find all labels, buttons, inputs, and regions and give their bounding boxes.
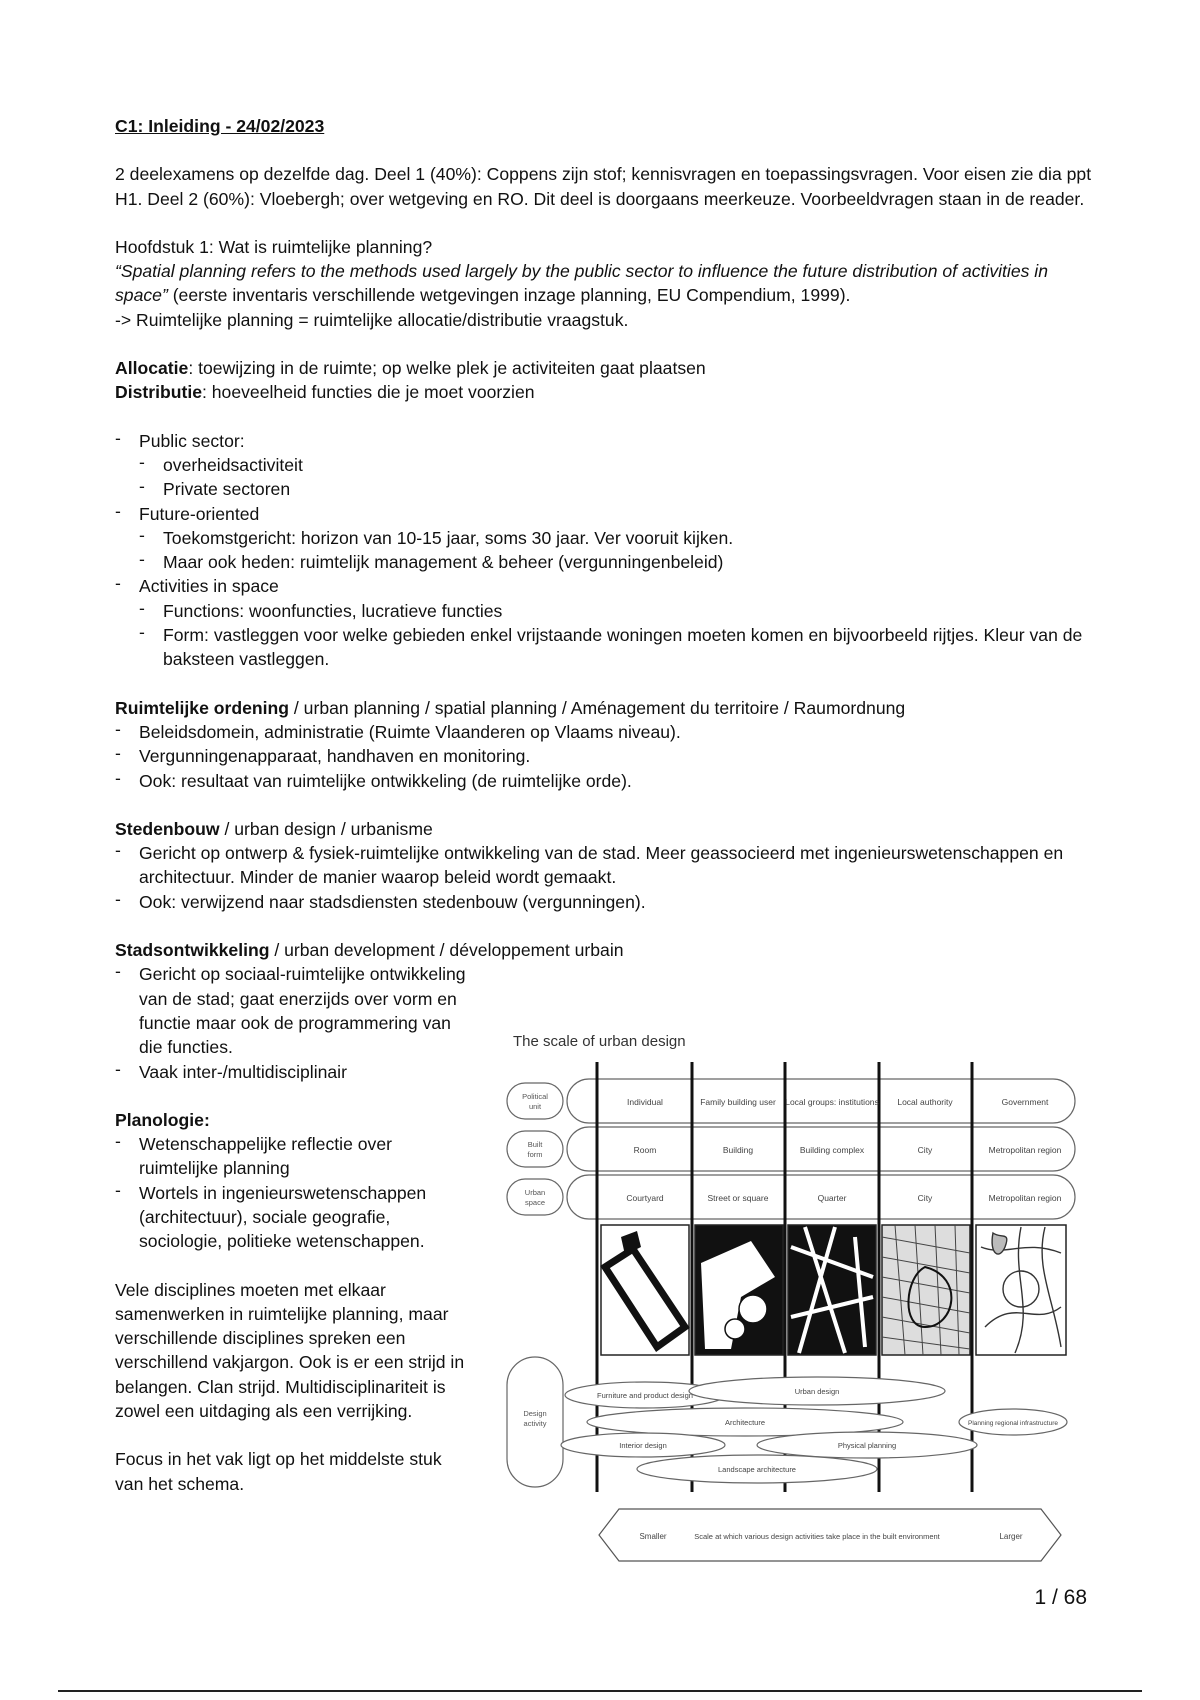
activity-label: Furniture and product design (597, 1391, 693, 1400)
distributie-term: Distributie (115, 382, 202, 403)
sb-list (115, 841, 1105, 914)
allocatie-term: Allocatie (115, 358, 189, 379)
intro-paragraph: 2 deelexamens op dezelfde dag. Deel 1 (40%): Coppens zijn stof; kennisvragen en toepassingsvragen. Voor eisen zie dia ppt H1. Deel 2 (60%): Vloebergh; over wetgeving en RO. Dit deel is doorgaans meerkeuze. Voorbeeldvragen staan in de reader. (115, 164, 1092, 209)
cell-urban: City (917, 1193, 933, 1203)
cell-political: Local groups: institutions (785, 1097, 879, 1107)
row-label: Urban (524, 1188, 546, 1197)
cell-urban: Metropolitan region (988, 1193, 1062, 1203)
list-item: - Wetenschappelijke reflectie over ruimtelijke planning (115, 1132, 467, 1181)
list-item: - Vaak inter-/multidisciplinair (115, 1060, 467, 1084)
scale-smaller-label: Smaller (639, 1532, 667, 1541)
figure-title: The scale of urban design (513, 1033, 686, 1050)
list-item: - Gericht op ontwerp & fysiek-ruimtelijke ontwikkeling van de stad. Meer geassocieerd met ingenieurswetenschappen en architectuur. Minder de manier waarop beleid wordt gemaakt. (115, 841, 1105, 890)
focus-paragraph: Focus in het vak ligt op het middelste stuk van het schema. (115, 1449, 442, 1494)
scale-illustrations (601, 1225, 1066, 1355)
row-label: form (527, 1150, 543, 1159)
row-label-box (507, 1131, 563, 1167)
list-item: - Beleidsdomein, administratie (Ruimte Vlaanderen op Vlaams niveau). (115, 720, 1105, 744)
activity-label: Physical planning (837, 1441, 897, 1450)
definition-arrow: -> Ruimtelijke planning = ruimtelijke allocatie/distributie vraagstuk. (115, 309, 629, 330)
cell-built: Building complex (799, 1145, 865, 1155)
so-heading: Stadsontwikkeling / urban development / développement urbain (115, 940, 624, 961)
cell-built: City (917, 1145, 933, 1155)
cell-built: Room (633, 1145, 657, 1155)
list-item: - Public sector: - overheidsactiviteit - Private sectoren (115, 429, 1105, 502)
planologie-list (115, 1132, 467, 1253)
cell-built: Metropolitan region (988, 1145, 1062, 1155)
ro-list (115, 720, 1105, 793)
cell-urban: Courtyard (626, 1193, 664, 1203)
ro-heading: Ruimtelijke ordening / urban planning / spatial planning / Aménagement du territoire / Raumordnung (115, 697, 906, 718)
activity-label: Architecture (724, 1418, 766, 1427)
definition-paragraph (115, 259, 1105, 308)
cell-urban: Street or square (707, 1193, 769, 1203)
left-column (115, 962, 467, 1496)
scale-description: Scale at which various design activities take place in the built environment (694, 1532, 940, 1541)
chapter-heading: Hoofdstuk 1: Wat is ruimtelijke planning? (115, 236, 433, 257)
list-item: - Activities in space - Functions: woonfuncties, lucratieve functies - Form: vastleggen voor welke gebieden enkel vrijstaande woningen moeten komen en bijvoorbeeld rijtjes. Kleur van de baksteen vastleggen. (115, 574, 1105, 671)
list-item: - overheidsactiviteit (139, 453, 1105, 477)
figure-svg (505, 1027, 1085, 1577)
allocatie-line: Allocatie: toewijzing in de ruimte; op welke plek je activiteiten gaat plaatsen (115, 358, 706, 379)
list-item: - Vergunningenapparaat, handhaven en monitoring. (115, 744, 1105, 768)
activity-label: Planning regional infrastructure (968, 1420, 1058, 1427)
quote-source: (eerste inventaris verschillende wetgevingen inzage planning, EU Compendium, 1999). (167, 285, 851, 306)
cell-political: Individual (627, 1097, 663, 1107)
cell-political: Government (1001, 1097, 1049, 1107)
disciplines-paragraph: Vele disciplines moeten met elkaar samenwerken in ruimtelijke planning, maar verschillende disciplines spreken een verschillend vakjargon. Ook is er een strijd in belangen. Clan strijd. Multidisciplinariteit is zowel een uitdaging als een verrijking. (115, 1279, 465, 1422)
list-item: - Private sectoren (139, 477, 1105, 501)
sb-heading: Stedenbouw / urban design / urbanisme (115, 818, 433, 839)
list-item: - Functions: woonfuncties, lucratieve functies (139, 599, 1105, 623)
planning-aspects-list (115, 429, 1105, 672)
footer-divider (58, 1690, 1142, 1692)
row-label: Built (527, 1140, 543, 1149)
list-item: - Wortels in ingenieurswetenschappen (architectuur), sociale geografie, sociologie, politieke wetenschappen. (115, 1181, 467, 1254)
list-item: - Ook: verwijzend naar stadsdiensten stedenbouw (vergunningen). (115, 890, 1105, 914)
design-activity-label: Design (523, 1409, 547, 1418)
activity-label: Urban design (794, 1387, 840, 1396)
urban-design-scale-figure (505, 1027, 1085, 1577)
page-number: 1 / 68 (1034, 1586, 1087, 1609)
activity-label: Interior design (619, 1441, 667, 1450)
list-item: - Ook: resultaat van ruimtelijke ontwikkeling (de ruimtelijke orde). (115, 769, 1105, 793)
cell-political: Local authority (897, 1097, 953, 1107)
row-label: unit (528, 1102, 542, 1111)
cell-political: Family building user (700, 1097, 776, 1107)
cell-urban: Quarter (817, 1193, 847, 1203)
list-item: - Future-oriented - Toekomstgericht: horizon van 10-15 jaar, soms 30 jaar. Ver vooruit kijken. - Maar ook heden: ruimtelijk management & beheer (vergunningenbeleid) (115, 502, 1105, 575)
row-label: space (524, 1198, 546, 1207)
row-label-box (507, 1179, 563, 1215)
design-activity-label: activity (523, 1419, 547, 1428)
list-item: - Maar ook heden: ruimtelijk management & beheer (vergunningenbeleid) (139, 550, 1105, 574)
row-label: Political (522, 1092, 548, 1101)
activity-label: Landscape architecture (718, 1465, 796, 1474)
chapter-title: C1: Inleiding - 24/02/2023 (115, 116, 325, 136)
list-item: - Toekomstgericht: horizon van 10-15 jaar, soms 30 jaar. Ver vooruit kijken. (139, 526, 1105, 550)
planologie-heading: Planologie: (115, 1109, 210, 1130)
row-label-box (507, 1083, 563, 1119)
list-item: - Gericht op sociaal-ruimtelijke ontwikkeling van de stad; gaat enerzijds over vorm en functie maar ook de programmering van die functies. (115, 962, 467, 1059)
so-list (115, 962, 467, 1083)
distributie-line: Distributie: hoeveelheid functies die je moet voorzien (115, 382, 535, 403)
cell-built: Building (722, 1145, 754, 1155)
definition-quote: “Spatial planning refers to the methods used largely by the public sector to influence the future distribution of activities in space” (115, 261, 1048, 306)
list-item: - Form: vastleggen voor welke gebieden enkel vrijstaande woningen moeten komen en bijvoorbeeld rijtjes. Kleur van de baksteen vastleggen. (139, 623, 1105, 672)
scale-larger-label: Larger (999, 1532, 1023, 1541)
